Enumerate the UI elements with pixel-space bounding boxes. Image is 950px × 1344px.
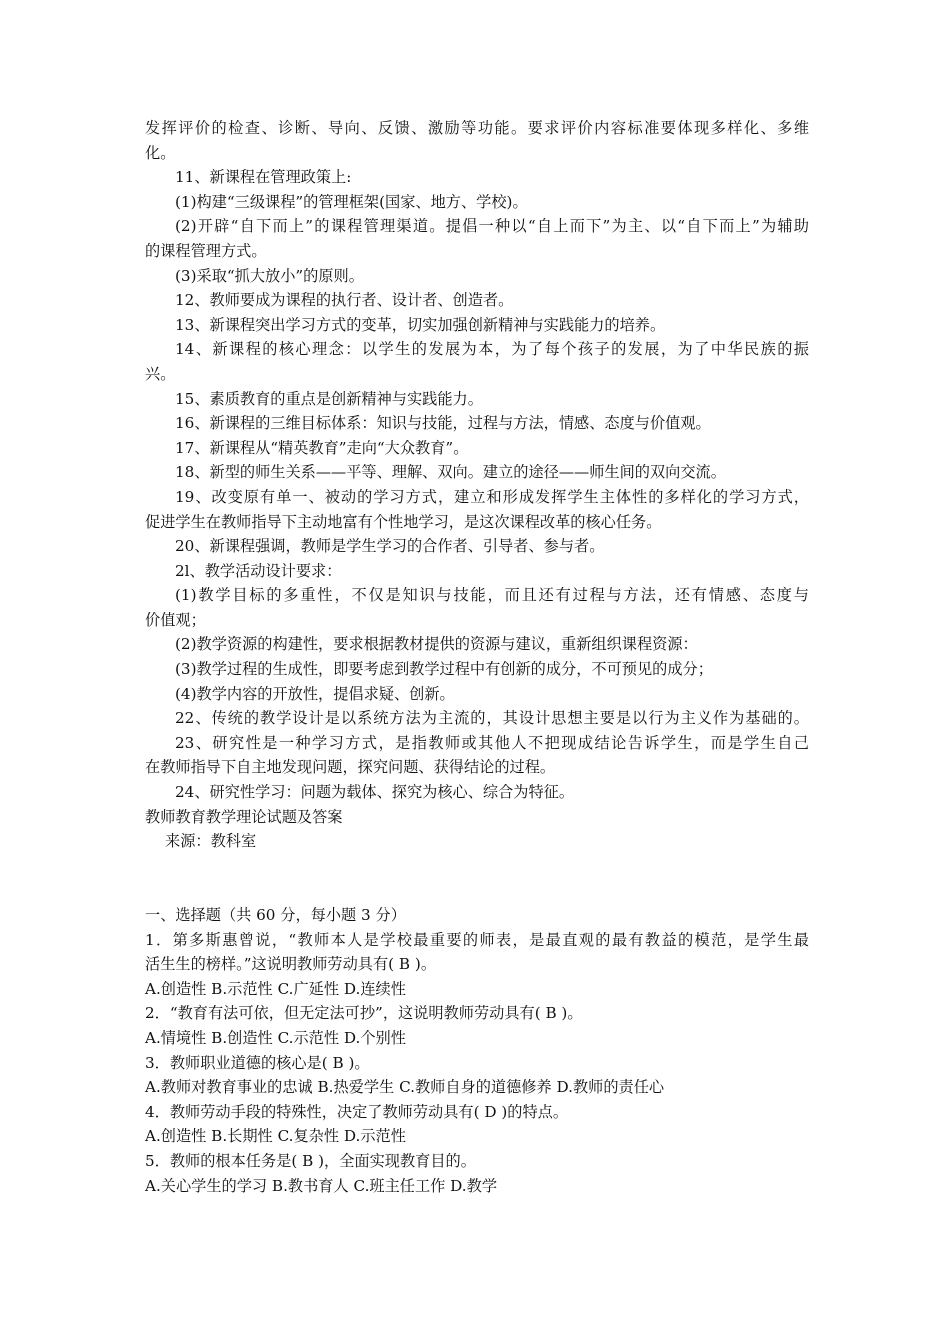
text-line: 18、新型的师生关系——平等、理解、双向。建立的途径——师生间的双向交流。 — [175, 463, 726, 482]
text-line: 化。 — [145, 143, 176, 162]
question-1 — [145, 928, 809, 1002]
text-line: 17、新课程从“精英教育”走向“大众教育”。 — [175, 438, 469, 457]
question-stem: 3．教师职业道德的核心是( B )。 — [145, 1053, 370, 1072]
text-line: (3)采取“抓大放小”的原则。 — [175, 266, 364, 285]
question-5 — [145, 1149, 809, 1198]
text-line: 兴。 — [145, 364, 176, 383]
question-stem: 5．教师的根本任务是( B )，全面实现教育目的。 — [145, 1151, 476, 1170]
text-line: 的课程管理方式。 — [145, 241, 267, 260]
text-line: 19、改变原有单一、被动的学习方式，建立和形成发挥学生主体性的多样化的学习方式， — [175, 487, 809, 506]
text-line: 12、教师要成为课程的执行者、设计者、创造者。 — [175, 291, 514, 310]
question-4 — [145, 1100, 809, 1149]
text-line: 发挥评价的检查、诊断、导向、反馈、激励等功能。要求评价内容标准要体现多样化、多维 — [145, 119, 809, 137]
text-line: 促进学生在教师指导下主动地富有个性地学习，是这次课程改革的核心任务。 — [145, 512, 662, 531]
question-stem: 4．教师劳动手段的特殊性，决定了教师劳动具有( D )的特点。 — [145, 1102, 569, 1121]
text-line: 在教师指导下自主地发现问题，探究问题、获得结论的过程。 — [145, 758, 556, 777]
text-line: 20、新课程强调，教师是学生学习的合作者、引导者、参与者。 — [175, 537, 605, 556]
text-line: (1)教学目标的多重性，不仅是知识与技能，而且还有过程与方法，还有情感、态度与 — [175, 586, 809, 605]
question-stem: 1．第多斯惠曾说，“教师本人是学校最重要的师表，是最直观的最有教益的模范，是学生最 — [145, 930, 809, 949]
section-heading: 一、选择题（共 60 分，每小题 3 分） — [145, 906, 406, 924]
text-line: (1)构建“三级课程”的管理框架(国家、地方、学校)。 — [175, 192, 528, 211]
question-options: A.创造性 B.长期性 C.复杂性 D.示范性 — [145, 1127, 406, 1146]
text-line: 价值观； — [145, 610, 206, 629]
text-line: 13、新课程突出学习方式的变革，切实加强创新精神与实践能力的培养。 — [175, 315, 666, 334]
question-options: A.创造性 B.示范性 C.广延性 D.连续性 — [145, 979, 406, 998]
question-options: A.关心学生的学习 B.教书育人 C.班主任工作 D.教学 — [145, 1176, 498, 1195]
question-options: A.情境性 B.创造性 C.示范性 D.个别性 — [145, 1028, 406, 1047]
question-stem: 2．“教育有法可依，但无定法可抄”，这说明教师劳动具有( B )。 — [145, 1004, 583, 1023]
document-body — [145, 116, 809, 1198]
document-source: 来源：教科室 — [165, 832, 257, 851]
spacer — [145, 854, 809, 903]
text-line: 23、研究性是一种学习方式，是指教师或其他人不把现成结论告诉学生，而是学生自己 — [175, 733, 809, 752]
text-line: (2)教学资源的构建性，要求根据教材提供的资源与建议，重新组织课程资源： — [175, 635, 698, 654]
text-line: 14、新课程的核心理念：以学生的发展为本，为了每个孩子的发展，为了中华民族的振 — [175, 340, 809, 359]
text-line: 15、素质教育的重点是创新精神与实践能力。 — [175, 389, 483, 408]
question-2 — [145, 1001, 809, 1050]
document-title: 教师教育教学理论试题及答案 — [145, 807, 343, 826]
question-3 — [145, 1051, 809, 1100]
text-line: 24、研究性学习：问题为载体、探究为核心、综合为特征。 — [175, 783, 575, 802]
text-line: (4)教学内容的开放性，提倡求疑、创新。 — [175, 684, 455, 703]
text-line: 16、新课程的三维目标体系：知识与技能，过程与方法，情感、态度与价值观。 — [175, 414, 711, 433]
text-line: (3)教学过程的生成性，即要考虑到教学过程中有创新的成分，不可预见的成分； — [175, 660, 713, 679]
question-stem: 活生生的榜样。”这说明教师劳动具有( B )。 — [145, 955, 437, 974]
text-line: 11、新课程在管理政策上: — [175, 168, 352, 187]
text-line: 22、传统的教学设计是以系统方法为主流的，其设计思想主要是以行为主义作为基础的。 — [175, 709, 809, 728]
text-line: (2)开辟“自下而上”的课程管理渠道。提倡一种以“自上而下”为主、以“自下而上”为辅助 — [175, 217, 809, 236]
text-line: 2l、教学活动设计要求： — [175, 561, 342, 580]
question-options: A.教师对教育事业的忠诚 B.热爱学生 C.教师自身的道德修养 D.教师的责任心 — [145, 1078, 665, 1097]
